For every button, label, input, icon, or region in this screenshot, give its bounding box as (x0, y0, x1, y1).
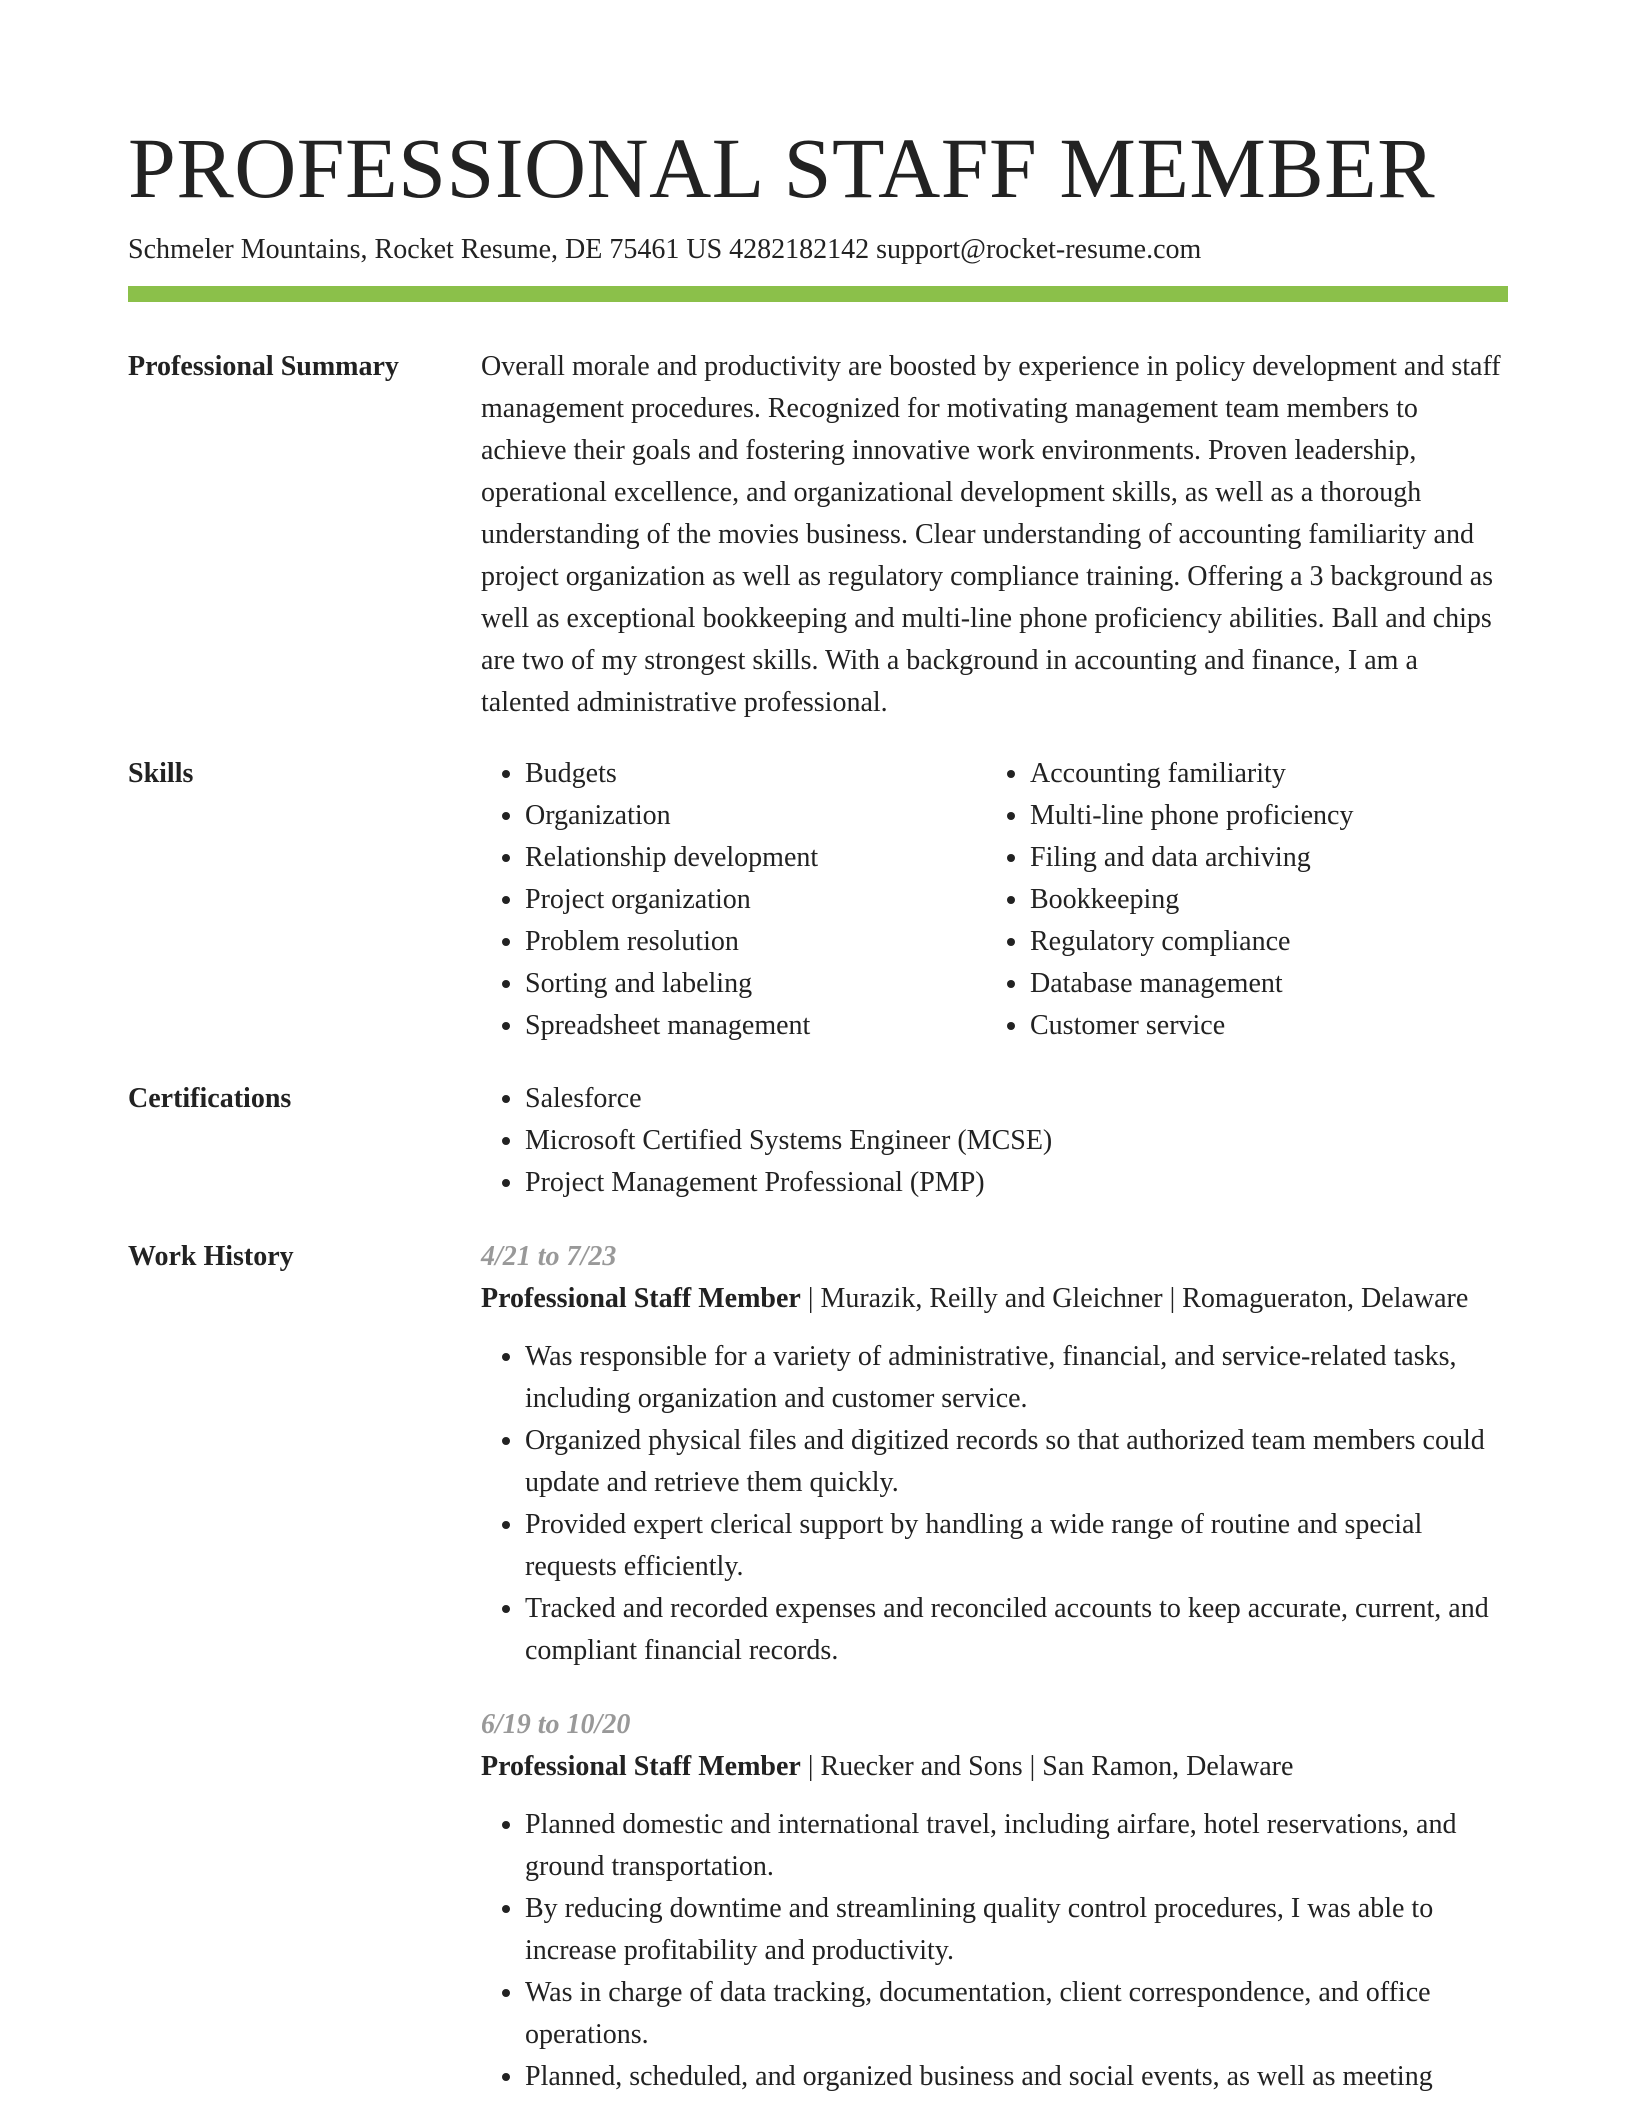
job-title: Professional Staff Member (481, 1283, 801, 1314)
contact-line: Schmeler Mountains, Rocket Resume, DE 75461 US 4282182142 support@rocket-resume.com (128, 234, 1202, 265)
skills-heading: Skills (128, 758, 194, 789)
candidate-name: PROFESSIONAL STAFF MEMBER (128, 120, 1436, 216)
skill-item: • Organization (525, 795, 986, 837)
job-employer-location: | Ruecker and Sons | San Ramon, Delaware (800, 1751, 1294, 1782)
job-bullet: • Was responsible for a variety of administrative, financial, and service-related tasks, including organization and customer service. (525, 1336, 1508, 1420)
job-dates: 6/19 to 10/20 (481, 1709, 631, 1740)
summary-text: Overall morale and productivity are boosted by experience in policy development and staff management procedures. Recognized for motivating management team members to achieve their goals and fostering innovative work environments. Proven leadership, operational excellence, and organizational development skills, as well as a thorough understanding of the movies business. Clear understanding of accounting familiarity and project organization as well as regulatory compliance training. Offering a 3 background as well as exceptional bookkeeping and multi-line phone proficiency abilities. Ball and chips are two of my strongest skills. With a background in accounting and finance, I am a talented administrative professional. (481, 351, 1501, 718)
skill-item: • Relationship development (525, 837, 986, 879)
skill-item: • Project organization (525, 879, 986, 921)
job-bullet: • Was in charge of data tracking, documentation, client correspondence, and office operations. (525, 1972, 1508, 2056)
certification-item: • Microsoft Certified Systems Engineer (MCSE) (525, 1120, 1508, 1162)
job-bullet: • Planned domestic and international travel, including airfare, hotel reservations, and ground transportation. (525, 1804, 1508, 1888)
skill-item: • Filing and data archiving (1030, 837, 1491, 879)
accent-divider (128, 286, 1508, 302)
skill-item: • Accounting familiarity (1030, 753, 1491, 795)
certification-item: • Project Management Professional (PMP) (525, 1162, 1508, 1204)
skills-list-right (986, 753, 1491, 1047)
skill-item: • Bookkeeping (1030, 879, 1491, 921)
certifications-list (481, 1078, 1508, 1204)
certification-item: • Salesforce (525, 1078, 1508, 1120)
skill-item: • Database management (1030, 963, 1491, 1005)
job-dates: 4/21 to 7/23 (481, 1241, 617, 1272)
skill-item: • Customer service (1030, 1005, 1491, 1047)
job-bullet: • Organized physical files and digitized records so that authorized team members could update and retrieve them quickly. (525, 1420, 1508, 1504)
job-title-line (481, 1746, 1508, 1788)
job-bullets (481, 1804, 1508, 2098)
job-bullet: • Tracked and recorded expenses and reconciled accounts to keep accurate, current, and compliant financial records. (525, 1588, 1508, 1672)
job-entry (481, 1704, 1508, 2098)
skill-item: • Regulatory compliance (1030, 921, 1491, 963)
skill-item: • Budgets (525, 753, 986, 795)
job-title-line (481, 1278, 1508, 1320)
job-title: Professional Staff Member (481, 1751, 801, 1782)
job-employer-location: | Murazik, Reilly and Gleichner | Romagueraton, Delaware (800, 1283, 1469, 1314)
job-entry (481, 1236, 1508, 1672)
summary-heading: Professional Summary (128, 351, 399, 382)
job-bullet: • Planned, scheduled, and organized business and social events, as well as meeting (525, 2056, 1508, 2098)
skill-item: • Sorting and labeling (525, 963, 986, 1005)
skill-item: • Spreadsheet management (525, 1005, 986, 1047)
skill-item: • Problem resolution (525, 921, 986, 963)
job-bullet: • Provided expert clerical support by handling a wide range of routine and special requests efficiently. (525, 1504, 1508, 1588)
skill-item: • Multi-line phone proficiency (1030, 795, 1491, 837)
skills-list-left (481, 753, 986, 1047)
certifications-heading: Certifications (128, 1083, 292, 1114)
job-bullets (481, 1336, 1508, 1672)
work-history-heading: Work History (128, 1241, 294, 1272)
job-bullet: • By reducing downtime and streamlining quality control procedures, I was able to increase profitability and productivity. (525, 1888, 1508, 1972)
